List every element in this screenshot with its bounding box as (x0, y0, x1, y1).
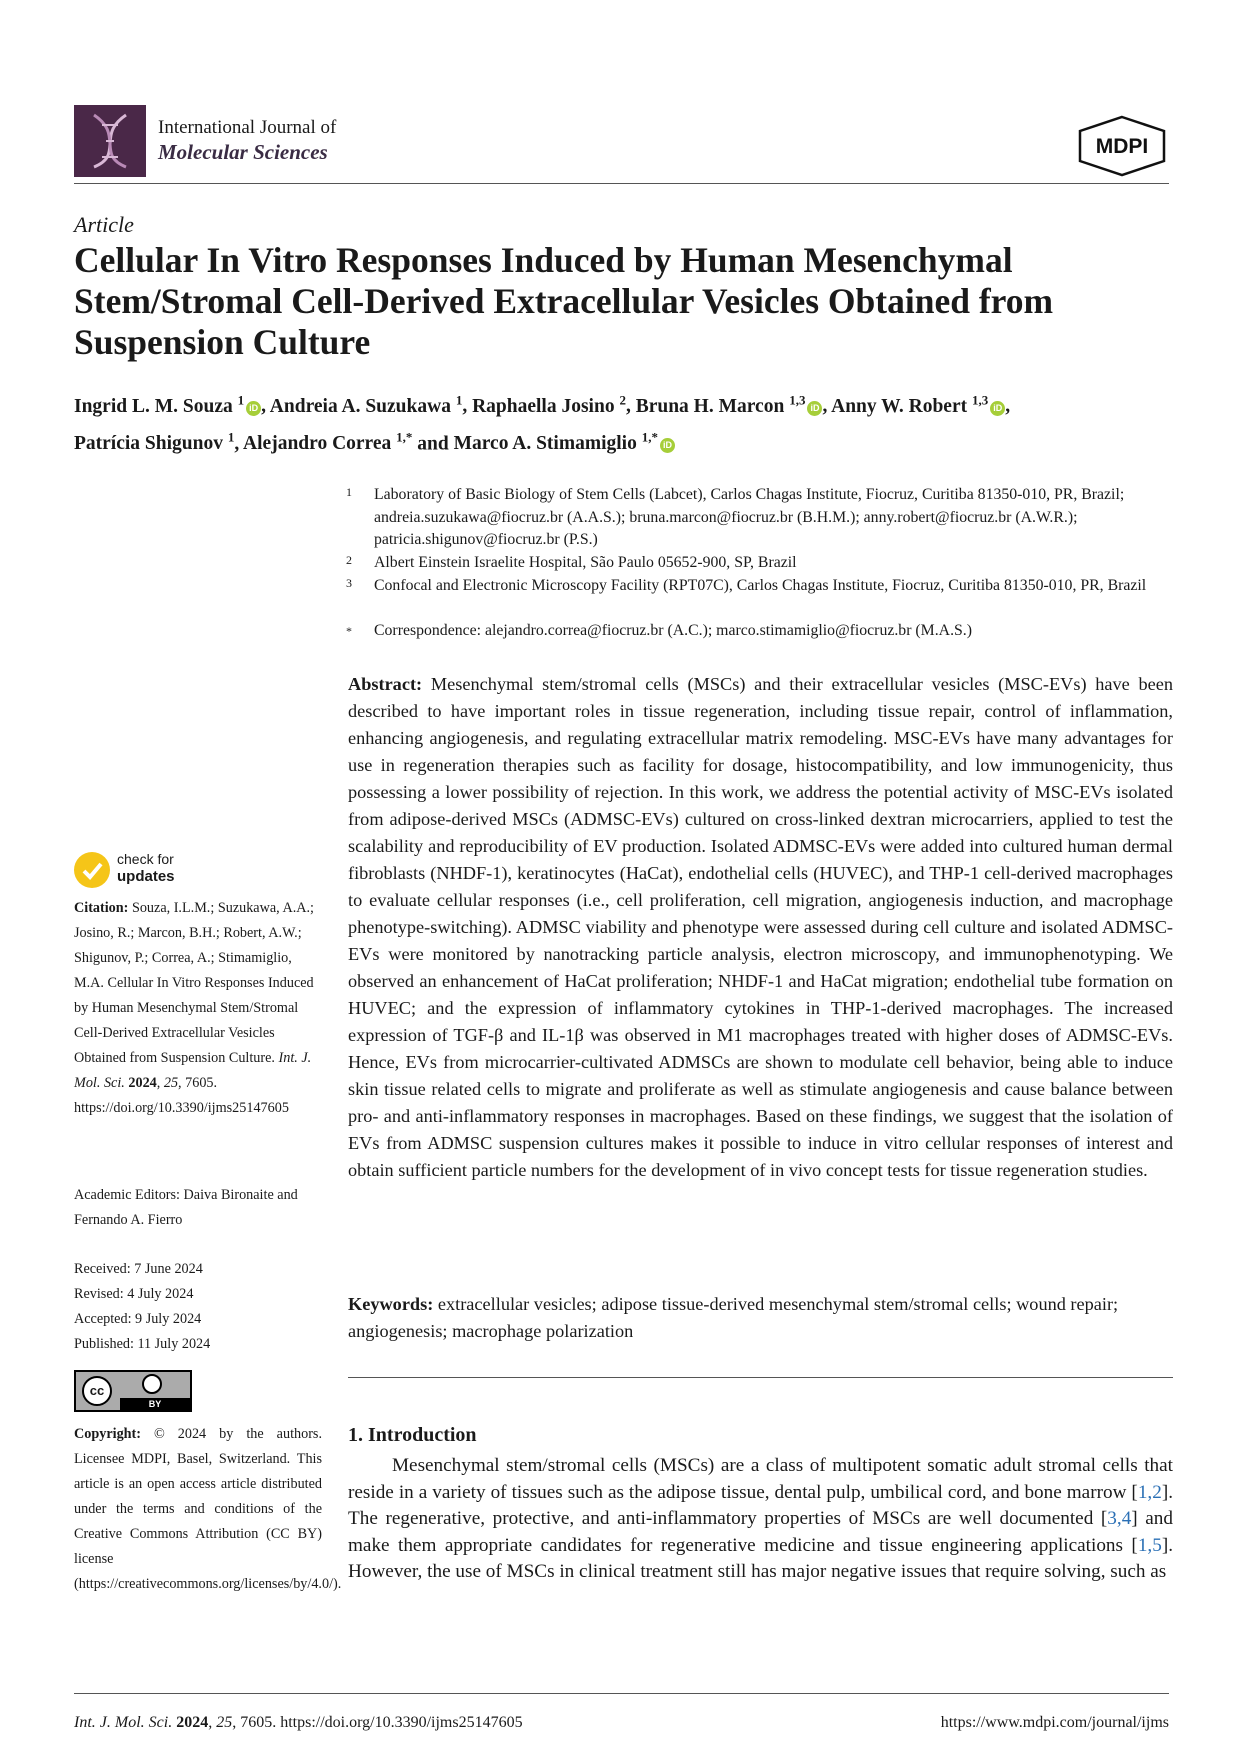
mdpi-logo[interactable] (1076, 115, 1168, 177)
accepted-date: Accepted: 9 July 2024 (74, 1311, 202, 1327)
keywords (348, 1291, 1173, 1345)
check-for-updates[interactable]: check for updates (117, 851, 175, 885)
keywords-label: Keywords: (348, 1294, 434, 1314)
footer-journal-url[interactable]: https://www.mdpi.com/journal/ijms (940, 1714, 1169, 1731)
copyright: Copyright: © 2024 by the authors. Licensee MDPI, Basel, Switzerland. This article is an open access article distributed under the terms and conditions of the Creative Commons Attribution (CC BY) license (https://creativecommons.org/licenses/by/4.0/). (74, 1426, 342, 1592)
orcid-icon[interactable]: iD (246, 401, 261, 416)
orcid-icon[interactable]: iD (990, 401, 1005, 416)
intro-paragraph: Mesenchymal stem/stromal cells (MSCs) are a class of multipotent somatic adult stromal cells that reside in a variety of tissues such as the adipose tissue, dental pulp, umbilical cord, and bone marrow [1,2]. The regenerative, protective, and anti-inflammatory properties of MSCs are well documented [3,4] and make them appropriate candidates for regenerative medicine and tissue engineering applications [1,5]. However, the use of MSCs in clinical treatment still has major negative issues that require solving, such as (348, 1455, 1173, 1582)
cc-by-license-badge[interactable] (74, 1370, 192, 1412)
orcid-icon[interactable]: iD (660, 438, 675, 453)
published-date: Published: 11 July 2024 (74, 1336, 211, 1352)
journal-name[interactable] (158, 116, 336, 164)
author[interactable]: Raphaella Josino $^2$ (472, 392, 626, 417)
journal-name-line2: Molecular Sciences (158, 140, 328, 164)
keywords-text: extracellular vesicles; adipose tissue-derived mesenchymal stem/stromal cells; wound repair; angiogenesis; macrophage polarization (348, 1294, 1119, 1341)
abstract (348, 671, 1173, 1184)
citation-link[interactable]: 1,2 (1137, 1481, 1162, 1503)
journal-name-line1: International Journal of (158, 117, 337, 138)
journal-logo (74, 105, 146, 177)
correspondence: * Correspondence: alejandro.correa@fiocruz.br (A.C.); marco.stimamiglio@fiocruz.br (M.A.S.) (346, 622, 973, 639)
author[interactable]: Alejandro Correa $^{1,*}$ (243, 429, 413, 454)
footer-citation: Int. J. Mol. Sci. 2024, 25, 7605. https://doi.org/10.3390/ijms25147605 (74, 1714, 523, 1731)
author[interactable]: Marco A. Stimamiglio $^{1,*}$iD (454, 433, 675, 454)
author[interactable]: Ingrid L. M. Souza $^1$iD (74, 396, 261, 417)
section-heading: 1. Introduction (348, 1424, 477, 1446)
by-label: BY (120, 1398, 190, 1410)
abstract-label: Abstract: (348, 674, 423, 694)
section-divider (348, 1377, 1173, 1378)
affiliation: 3 Confocal and Electronic Microscopy Facility (RPT07C), Carlos Chagas Institute, Fiocruz, Curitiba 81350-010, PR, Brazil (346, 576, 1147, 594)
dna-helix-icon (74, 105, 146, 177)
author[interactable]: Andreia A. Suzukawa $^1$ (269, 392, 463, 417)
citation-block: Citation: Souza, I.L.M.; Suzukawa, A.A.; Josino, R.; Marcon, B.H.; Robert, A.W.; Shigunov, P.; Correa, A.; Stimamiglio, M.A. Cellular In Vitro Responses Induced by Human Mesenchymal Stem/Stromal Cell-Derived Extracellular Vesicles Obtained from Suspension Culture. Int. J. Mol. Sci. 2024, 25, 7605. https://doi.org/10.3390/ijms25147605 (74, 900, 314, 1116)
abstract-text: Mesenchymal stem/stromal cells (MSCs) and their extracellular vesicles (MSC-EVs) have been described to have important roles in tissue regeneration, including tissue repair, control of inflammation, enhancing angiogenesis, and regulating extracellular matrix remodeling. MSC-EVs have many advantages for use in regeneration therapies such as facility for dosage, histocompatibility, and low immunogenicity, thus possessing a lower possibility of rejection. In this work, we address the potential activity of MSC-EVs isolated from adipose-derived MSCs (ADMSC-EVs) cultured on cross-linked dextran microcarriers, applied to test the scalability and reproducibility of EV production. Isolated ADMSC-EVs were added into cultured human dermal fibroblasts (NHDF-1), keratinocytes (HaCat), endothelial cells (HUVEC), and THP-1 cell-derived macrophages to evaluate cellular responses (i.e., cell proliferation, cell migration, angiogenesis induction, and macrophage phenotype-switching). ADMSC viability and phenotype were assessed during cell culture and isolated ADMSC-EVs were monitored by nanotracking particle analysis, electron microscopy, and immunophenotyping. We observed an enhancement of HaCat proliferation; NHDF-1 and HaCat migration; endothelial tube formation on HUVEC; and the expression of inflammatory cytokines in THP-1-derived macrophages. The increased expression of TGF-β and IL-1β was observed in M1 macrophages treated with higher doses of ADMSC-EVs. Hence, EVs from microcarrier-cultivated ADMSCs are shown to modulate cell behavior, being able to induce skin tissue related cells to migrate and proliferate as well as stimulate angiogenesis and cause balance between pro- and anti-inflammatory responses in macrophages. Based on these findings, we suggest that the isolation of EVs from ADMSC suspension cultures makes it possible to induce in vitro cellular responses of interest and obtain sufficient particle numbers for the development of in vivo concept tests for tissue regeneration studies. (348, 674, 1173, 1180)
footer-divider (74, 1693, 1169, 1694)
citation-link[interactable]: 1,5 (1137, 1534, 1162, 1556)
affiliation: 1 Laboratory of Basic Biology of Stem Cells (Labcet), Carlos Chagas Institute, Fiocruz, Curitiba 81350-010, PR, Brazil; andreia.suzukawa@fiocruz.br (A.A.S.); bruna.marcon@fiocruz.br (B.H.M.); anny.robert@fiocruz.br (A.W.R.); patricia.shigunov@fiocruz.br (P.S.) (346, 485, 1125, 548)
mdpi-logo-text: MDPI (1095, 135, 1149, 158)
orcid-icon[interactable]: iD (807, 401, 822, 416)
academic-editors: Academic Editors: Daiva Bironaite and Fernando A. Fierro (74, 1187, 298, 1228)
doi-link[interactable]: https://doi.org/10.3390/ijms25147605 (74, 1100, 289, 1116)
check-for-updates-icon[interactable] (74, 852, 110, 888)
author-list: Ingrid L. M. Souza $^1$iD , Andreia A. Suzukawa $^1$, Raphaella Josino $^2$, Bruna H. Marcon $^{1,3}$iD , Anny W. Robert $^{1,3}$iD , Patrícia Shigunov $^1$, Alejandro Correa $^{1,*}$ and Marco A. Stimamiglio $^{1,*}$iD (74, 392, 1011, 454)
received-date: Received: 7 June 2024 (74, 1261, 203, 1277)
author[interactable]: Bruna H. Marcon $^{1,3}$iD (636, 396, 823, 417)
citation-link[interactable]: 3,4 (1107, 1508, 1132, 1529)
header-divider (74, 183, 1169, 184)
affiliation: 2 Albert Einstein Israelite Hospital, São Paulo 05652-900, SP, Brazil (346, 553, 797, 571)
cc-icon: cc (82, 1376, 112, 1406)
dates (74, 1257, 322, 1357)
author[interactable]: Patrícia Shigunov $^1$ (74, 429, 235, 454)
author[interactable]: Anny W. Robert $^{1,3}$iD (831, 396, 1005, 417)
article-type: Article (74, 212, 134, 237)
article-title: Cellular In Vitro Responses Induced by Human Mesenchymal Stem/Stromal Cell-Derived Extracellular Vesicles Obtained from Suspension Culture (74, 240, 1054, 362)
person-icon (142, 1374, 162, 1394)
revised-date: Revised: 4 July 2024 (74, 1286, 194, 1302)
